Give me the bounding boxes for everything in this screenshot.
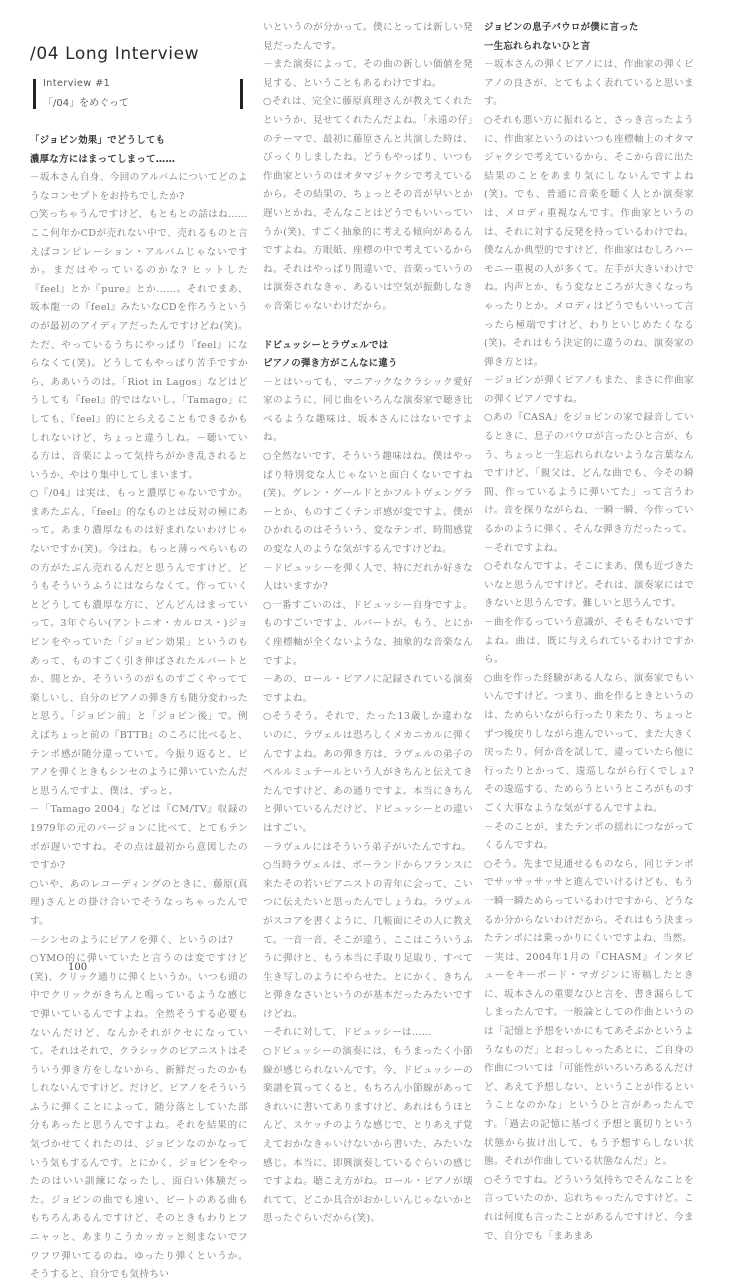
interviewee-answer: ○曲を作った経験がある人なら、演奏家でもいいんですけど。つまり、曲を作るときというのは、ためらいながら行ったり来たり、ちょっとずつ後戻りしながら進んでいって、また大きく戻ったり。何か音を試して、違っていたら他に行ったりとかって、逡巡しながら行くでしょ? その逡巡する、ためらうというところがものすごく大事なような気がするんですよね。	[484, 672, 694, 814]
left-bar-decoration	[33, 79, 36, 109]
interviewee-answer: ○笑っちゃうんですけど、もともとの話はね……ここ何年かCDが売れない中で、売れるものと言えばコンピレーション・アルバムじゃないですか。まだはやっているのかな? ヒットした『feel』とか『pure』とか……。それでまあ、坂本龍一の『feel』みたいなCDを作ろうというのが最初のアイディアだったんですけどね(笑)。ただ、やっているうちにやっぱり『feel』にならなくて(笑)。どうしてもやっぱり苦手ですから、ああいうのは。「Riot in Lagos」などはどうしても『feel』的ではないし。「Tamago」にしても、『feel』的にとらえることもできるかもしれないけど、ちょっと違うしね。－聴いている方は、音楽によって気持ちがかき乱されるというか、やはり集中してしまいます。	[30, 209, 248, 481]
interview-header-box	[33, 79, 243, 109]
section-heading: ドビュッシーとラヴェルでは	[263, 339, 389, 351]
text-column-3	[484, 19, 694, 1246]
interviewer-question: －それですよね。	[484, 542, 564, 554]
text-column-1	[30, 132, 248, 1285]
interviewer-question: －ドビュッシーを弾く人で、特にだれか好きな人はいますか?	[263, 562, 473, 593]
interviewee-answer: ○YMO的に弾いていたと言うのは変ですけど(笑)、クリック通りに弾くというか。いつも頭の中でクリックがきちんと鳴っているような感じで弾いているんですよね。全然そうする必要もないんだけど、なんかそれがクセになっていて。それはそれで、クラシックのピアニストはそういう弾き方をしないから、新鮮だったのかもしれないんですけど。だけど、ピアノをそういうふうに弾くことによって、随分落としていた部分もあったと思うんですよね。それを結果的に気づかせてくれたのは、ジョビンなのかなっていう気もするんです。とにかく、ジョビンをやったのはいい訓練になったし、面白い体験だった。ジョビンの曲でも速い、ビートのある曲ももちろんあるんですけど、そのときもわりとフニャッと、あまりこうカッカッと刻まないでフワフワ弾いてるのね。ゆったり弾くというか。そうすると、自分でも気持ちい	[30, 953, 248, 1281]
interviewer-question: －「Tamago 2004」などは『CM/TV』収録の1979年の元のバージョンに比べて、とてもテンポが遅いですね。その点は最初から意図したのですか?	[30, 804, 248, 872]
interviewer-question: －それに対して、ドビュッシーは……	[263, 1027, 432, 1039]
interviewer-question: －また演奏によって、その曲の新しい価値を発見する、ということもあるわけですね。	[263, 59, 473, 89]
section-heading: 一生忘れられないひと言	[484, 40, 591, 52]
interviewer-question: －ラヴェルにはそういう弟子がいたんですね。	[263, 841, 472, 853]
page-number: 100	[68, 962, 88, 973]
interviewer-question: －実は、2004年1月の『CHASM』インタビューをキーボード・マガジンに寄稿したときに、坂本さんの重要なひと言を、書き漏らしてしまったんです。一般論としての作曲というのは「記憶と予想をいかにもてあそぶかというようなものだ」とおっしゃったあとに、ご自身の作曲については「可能性がいろいろあるんだけど、あえて予想しない、ということが作るということなのかな」というひと言があったんです。「過去の記憶に基づく予想と裏切りという状態から抜け出して、もう予想すらしない状態。それが作曲している状態なんだ」と。	[484, 951, 694, 1168]
section-heading: ピアノの弾き方がこんなに違う	[263, 358, 398, 370]
interviewee-answer: ○それは、完全に藤原真理さんが教えてくれたというか、見せてくれたんだよね。「永遠の仔」のテーマで、最初に藤原さんと共演した時は、びっくりしましたね。どうもやっぱり、いつも作曲家というのはオタマジャクシで考えているから。その結果の、ちょっとその音が早いとか遅いとかね、そんなことはどうでもいいっていうか(笑)、すごく抽象的に考える傾向があるんですよね。方眼紙、座標の中で考えているからね。それはやっぱり間違いで、音楽っていうのは演奏されなきゃ、あるいは空気が振動しなきゃ音楽じゃないわけだから。	[263, 96, 473, 312]
interviewee-answer: ○いや、あのレコーディングのときに、藤原(真理)さんとの掛け合いでそうなっちゃったんです。	[30, 878, 248, 927]
interviewee-answer: ○当時ラヴェルは、ポーランドからフランスに来たその若いピアニストの青年に会って、こいつに伝えたいと思ったんでしょうね。ラヴェルがスコアを書くように、几帳面にその人に教えて。一音一音、そこが違う、ここはこういうふうに弾けと、もう本当に手取り足取り、すべて生き写しのようにやらせた。とにかく、きちんと弾きなさいというのが基本だったみたいですけどね。	[263, 860, 473, 1020]
interviewer-question: －曲を作るっていう意識が、そもそもないですよね。曲は、既に与えられているわけですから。	[484, 617, 694, 666]
interviewer-question: －そのことが、またテンポの揺れにつながってくるんですね。	[484, 821, 694, 852]
section-heading: ジョビンの息子パウロが僕に言った	[484, 22, 639, 33]
right-bar-decoration	[240, 79, 243, 109]
interviewer-question: －あの、ロール・ピアノに記録されている演奏ですよね。	[263, 674, 473, 704]
interviewee-answer: ○ドビュッシーの演奏には、もうまったく小節線が感じられないんです。今、ドビュッシーの楽譜を買ってくると、もちろん小節線があってきれいに書いてありますけど、あれはもうほとんど、スケッチのような感じで、とりあえず覚えておかなきゃいけないから書いた、みたいな感じ。本当に、即興演奏しているぐらいの感じですよね。聴こえ方がね。ロール・ピアノが壊れてて、どこか具合がおかしいんじゃないかと思ったぐらいだから(笑)。	[263, 1046, 473, 1225]
interviewer-question: －ジョビンが弾くピアノもまた、まさに作曲家の弾くピアノですね。	[484, 375, 694, 405]
section-heading: 濃厚な方にはまってしまって……	[30, 153, 176, 165]
interviewee-answer: ○そう。先まで見通せるものなら、同じテンポでサッサッサッサと進んでいけるけども、もう一瞬一瞬ためらっているわけですから、どうなるか分からないわけだから。それはもう決まったテンポには乗っかりにくいですよね、当然。	[484, 858, 694, 945]
section-heading: 「ジョビン効果」でどうしても	[30, 135, 166, 146]
interviewer-question: －坂本さん自身、今回のアルバムについてどのようなコンセプトをお持ちでしたか?	[30, 172, 248, 202]
interview-subtitle: 「/04」をめぐって	[43, 98, 129, 109]
interviewer-question: －とはいっても、マニアックなクラシック愛好家のように、同じ曲をいろんな演奏家で聴き比べるような趣味は、坂本さんにはないですよね。	[263, 376, 473, 444]
interviewee-answer: ○一番すごいのは、ドビュッシー自身ですよ。ものすごいですよ、ルバートが。もう、とにかく座標軸が全くないような、抽象的な音楽なんですよ。	[263, 599, 473, 667]
interviewer-question: －坂本さんの弾くピアノには、作曲家の弾くピアノの良さが、とてもよく表れていると思います。	[484, 59, 694, 108]
interviewer-question: －シンセのようにピアノを弾く、というのは?	[30, 934, 234, 946]
interviewee-answer: ○そうですね。どういう気持ちでそんなことを言っていたのか、忘れちゃったんですけど。これは何度も言ったことがあるんですけど、今まで、自分でも「まあまあ	[484, 1174, 694, 1242]
interviewee-answer: ○全然ないです、そういう趣味はね。僕はやっぱり特別変な人じゃないと面白くないですね(笑)。グレン・グールドとかフルトヴェングラーとか、ものすごくテンポ感が変ですよ。僕がひかれるのはそういう、変なテンポ、時間感覚の変な人のような気がするんですけどね。	[263, 451, 473, 556]
interviewee-answer: ○それも悪い方に振れると、さっき言ったように、作曲家というのはいつも座標軸上のオタマジャクシで考えているから、そこから音に出た結果のことをあまり気にしないんですよね(笑)。でも、普通に音楽を聴く人とか演奏家は、メロディ重視なんです。作曲家というのは、それに対する反発を持っているわけでね。僕なんか典型的ですけど、作曲家はむしろハーモニー重視の人が多くて。左手が大きいわけでね。内声とか、もう変なところが大きくなっちゃったりとか。メロディはどうでもいいって言ったら極端ですけど、わりといじめたくなる(笑)。それはもう決定的に違うのね、演奏家の弾き方とは。	[484, 114, 694, 368]
page-title: /04 Long Interview	[30, 44, 200, 64]
interview-label: Interview #1	[43, 78, 111, 89]
interviewee-answer: いというのが分かって。僕にとっては新しい発見だったんです。	[263, 22, 473, 52]
interviewee-answer: ○あの『CASA』をジョビンの家で録音しているときに、息子のパウロが言ったひと言が、もう、ちょっと一生忘れられないような言葉なんですけど。「親父は、どんな曲でも、今その瞬間、作っているように弾いてた」って言うわけ。音を探りながらね、一瞬一瞬、今作っているかのように弾く、そんな弾き方だったって。	[484, 412, 694, 536]
text-column-2	[263, 19, 473, 1229]
interviewee-answer: ○そうそう。それで、たった13歳しか違わないのに、ラヴェルは恐ろしくメカニカルに弾くんですよね。あの弾き方は、ラヴェルの弟子のペルルミュテールという人がきちんと伝えてきたんですけど、あの通りですよ。本当にきちんと弾いているんだけど、ドビュッシーとの違いはすごい。	[263, 711, 473, 834]
interviewee-answer: ○『/04』は実は、もっと濃厚じゃないですか。まあたぶん、『feel』的なものとは反対の極にあって。あまり濃厚なものは好まれないわけじゃないですか(笑)。今はね。もっと薄っぺらいものの方がたぶん売れるんだと思うんですけど、どうもそういうふうにはならなくて。作っていくとどうしても濃厚な方に、どんどんはまっていって。3年ぐらい(アントニオ・カルロス・)ジョビンをやっていた「ジョビン効果」というのもあって、ものすごく引き伸ばされたルバートとか、間とか、そういうのがものすごくやってて楽しいし、自分のピアノの弾き方も随分変わったと思う。「ジョビン前」と「ジョビン後」で。例えばちょっと前の『BTTB』のころに比べると、テンポ感が随分違っていて。今振り返ると、ピアノを弾くときもシンセのように弾いていたんだと思うんですよ、僕は、ずっと。	[30, 488, 248, 797]
interviewee-answer: ○それなんですよ。そこにまあ、僕も近づきたいなと思うんですけど。それは、演奏家にはできないと思うんです。難しいと思うんです。	[484, 561, 694, 610]
